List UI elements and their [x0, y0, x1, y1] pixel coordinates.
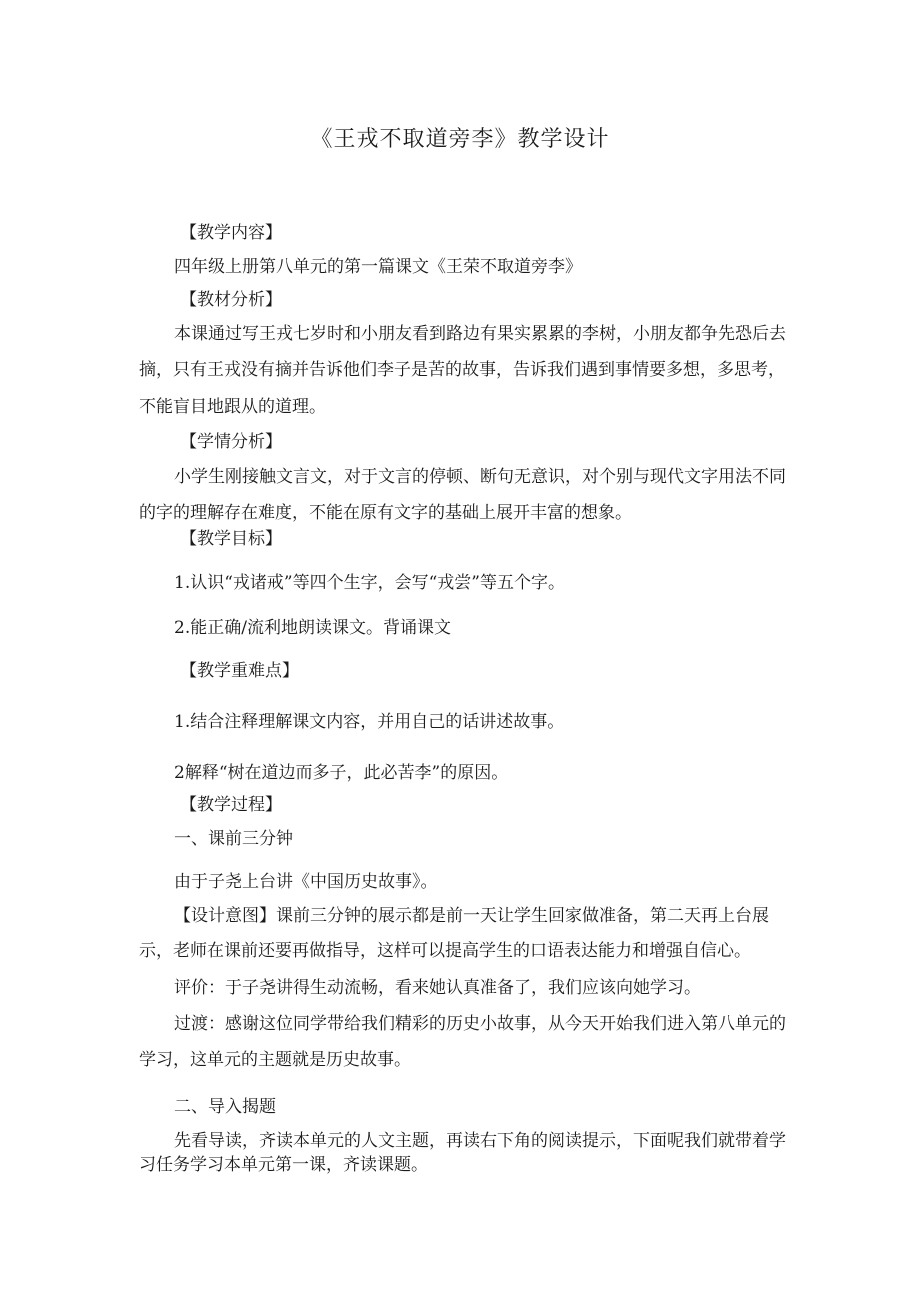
paragraph-line: 摘，只有王戎没有摘并告诉他们李子是苦的故事，告诉我们遇到事情要多想，多思考， — [139, 360, 785, 380]
section-heading-content: 【教学内容】 — [180, 223, 282, 243]
paragraph-line: 评价：于子尧讲得生动流畅，看来她认真准备了，我们应该向她学习。 — [174, 978, 701, 998]
paragraph-line: 学习，这单元的主题就是历史故事。 — [139, 1050, 411, 1070]
paragraph-line: 习任务学习本单元第一课，齐读课题。 — [139, 1155, 428, 1175]
subheading: 二、导入揭题 — [174, 1097, 276, 1117]
paragraph-line: 由于子尧上台讲《中国历史故事》。 — [174, 872, 438, 892]
section-heading-learners: 【学情分析】 — [180, 432, 282, 452]
paragraph-line: 先看导读，齐读本单元的人文主题，再读右下角的阅读提示，下面呢我们就带着学 — [174, 1131, 786, 1151]
paragraph-line: 小学生刚接触文言文，对于文言的停顿、断句无意识，对个别与现代文字用法不同 — [174, 467, 786, 487]
paragraph-line: 本课通过写王戎七岁时和小朋友看到路边有果实累累的李树，小朋友都争先恐后去 — [174, 324, 786, 344]
list-item: 2.能正确/流利地朗读课文。背诵课文 — [174, 618, 451, 638]
paragraph-line: 四年级上册第八单元的第一篇课文《王荣不取道旁李》 — [174, 257, 582, 277]
paragraph-line: 过渡：感谢这位同学带给我们精彩的历史小故事，从今天开始我们进入第八单元的 — [174, 1014, 786, 1034]
paragraph-line: 不能盲目地跟从的道理。 — [139, 397, 326, 417]
list-item: 2解释“树在道边而多子，此必苦李”的原因。 — [174, 763, 509, 783]
section-heading-process: 【教学过程】 — [180, 795, 282, 815]
page-title: 《王戎不取道旁李》教学设计 — [310, 127, 610, 152]
section-heading-key-points: 【教学重难点】 — [180, 661, 299, 681]
section-heading-goals: 【教学目标】 — [180, 529, 282, 549]
paragraph-line: 示，老师在课前还要再做指导，这样可以提高学生的口语表达能力和增强自信心。 — [139, 941, 751, 961]
list-item: 1.认识“戎诸戒”等四个生字，会写“戎尝”等五个字。 — [174, 573, 565, 593]
section-heading-material: 【教材分析】 — [180, 290, 282, 310]
paragraph-line: 的字的理解存在难度，不能在原有文字的基础上展开丰富的想象。 — [139, 503, 632, 523]
subheading: 一、课前三分钟 — [174, 829, 293, 849]
list-item: 1.结合注释理解课文内容，并用自己的话讲述故事。 — [174, 712, 565, 732]
paragraph-line: 【设计意图】课前三分钟的展示都是前一天让学生回家做准备，第二天再上台展 — [174, 906, 769, 926]
